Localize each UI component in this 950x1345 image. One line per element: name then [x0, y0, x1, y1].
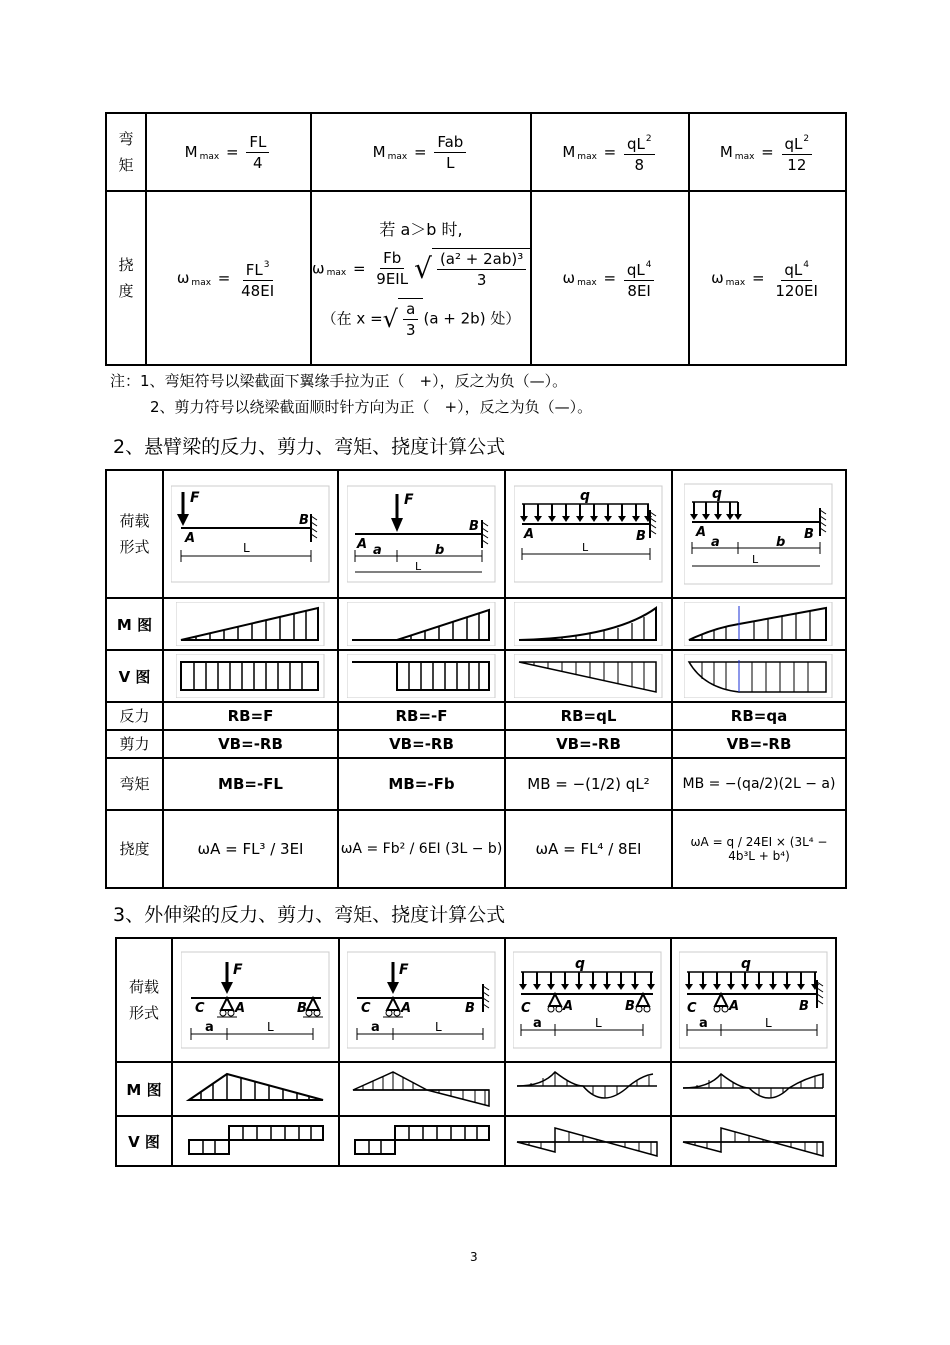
overhang-uniform-load-fixed-diagram [679, 950, 829, 1050]
svg-text:A: A [563, 999, 574, 1014]
v-diagram-partial-linear [684, 654, 834, 698]
m-diagram-triangle [176, 602, 326, 646]
deflection-2: ωA = Fb² / 6EI (3L − b) [338, 810, 505, 888]
overhang-load-1 [172, 938, 339, 1062]
cantilever-partial-uniform-load-diagram [684, 482, 834, 586]
svg-text:A: A [523, 527, 534, 542]
svg-text:a: a [204, 1020, 214, 1035]
overhang-m-diagram-2 [339, 1062, 505, 1116]
deflection-formula-2: 若 a＞b 时, ω $_{max}$ = $\frac{Fb}{\text{9EIL}}$ √ $\frac{\text{(a² + 2ab)³}}{3}$ （在 x = √ $\frac{a}{3}$ (a + 2b) 处） [311, 191, 531, 365]
deflection-3: ωA = FL⁴ / 8EI [505, 810, 672, 888]
moment-1: MB=-FL [163, 758, 338, 810]
v-diagram-partial-rectangle [347, 654, 497, 698]
moment-formula-3: M $_{max}$ = $\frac{qL^2}{8}$ [531, 113, 689, 191]
svg-text:q: q [575, 956, 586, 972]
section3-heading: 3、外伸梁的反力、剪力、弯矩、挠度计算公式 [113, 904, 506, 926]
cantilever-uniform-load-diagram [514, 484, 664, 584]
page-number: 3 [470, 1250, 478, 1264]
overhang-point-load-fixed-diagram [347, 950, 497, 1050]
v-diagram-linear [514, 654, 664, 698]
shear-2: VB=-RB [338, 730, 505, 758]
svg-text:B: B [296, 1001, 307, 1016]
moment-formula-1: M $_{max}$ = $\frac{FL}{4}$ [146, 113, 311, 191]
overhang-load-3 [505, 938, 671, 1062]
svg-text:q: q [712, 486, 723, 502]
v-diagram-step-fixed [347, 1120, 497, 1162]
svg-text:A: A [696, 525, 707, 540]
svg-text:a: a [371, 1020, 380, 1035]
overhang-v-diagram-1 [172, 1116, 339, 1166]
row-label-m-diagram: M 图 [106, 598, 163, 650]
svg-text:L: L [581, 541, 588, 554]
deflection-1: ωA = FL³ / 3EI [163, 810, 338, 888]
m-diagram-curved-fixed [679, 1066, 829, 1112]
overhang-load-2 [339, 938, 505, 1062]
svg-text:B: B [798, 999, 809, 1014]
row-label-reaction: 反力 [106, 702, 163, 730]
svg-text:L: L [242, 541, 250, 555]
svg-text:C: C [686, 1001, 697, 1016]
svg-text:B: B [635, 529, 646, 544]
overhang-table [115, 937, 837, 1167]
cantilever-point-load-end-diagram [171, 484, 331, 584]
svg-text:a: a [698, 1016, 708, 1031]
cantilever-load-3 [505, 470, 672, 598]
row-label-m-diagram-3: M 图 [116, 1062, 172, 1116]
reaction-4: RB=qa [672, 702, 846, 730]
moment-2: MB=-Fb [338, 758, 505, 810]
v-diagram-step [181, 1120, 331, 1162]
svg-text:A: A [234, 1001, 245, 1016]
overhang-v-diagram-2 [339, 1116, 505, 1166]
cantilever-v-diagram-2 [338, 650, 505, 702]
note-line-2: 2、剪力符号以绕梁截面顺时针方向为正（ +），反之为负（—）。 [150, 398, 593, 416]
row-label-moment-2: 弯矩 [106, 758, 163, 810]
svg-text:F: F [403, 492, 414, 508]
svg-text:F: F [232, 962, 243, 978]
v-diagram-sloped-fixed [679, 1120, 829, 1162]
svg-text:F: F [399, 962, 409, 978]
moment-formula-4: M $_{max}$ = $\frac{qL^2}{12}$ [689, 113, 846, 191]
moment-3: MB = −(1/2) qL² [505, 758, 672, 810]
reaction-3: RB=qL [505, 702, 672, 730]
svg-text:b: b [776, 535, 786, 550]
formula-table-top [105, 112, 847, 366]
row-label-shear: 剪力 [106, 730, 163, 758]
svg-text:L: L [414, 560, 421, 573]
m-diagram-triangle-peak [181, 1066, 331, 1112]
svg-text:L: L [752, 553, 759, 566]
m-diagram-partial-triangle [347, 602, 497, 646]
svg-text:C: C [521, 1001, 531, 1016]
row-label-deflection: 挠 度 [106, 191, 146, 365]
svg-text:F: F [189, 490, 200, 506]
overhang-m-diagram-1 [172, 1062, 339, 1116]
deflection-formula-3: ω $_{max}$ = $\frac{qL^4}{8EI}$ [531, 191, 689, 365]
overhang-m-diagram-4 [671, 1062, 836, 1116]
overhang-m-diagram-3 [505, 1062, 671, 1116]
svg-text:L: L [435, 1020, 442, 1034]
note-line-1: 注：1、弯矩符号以梁截面下翼缘手拉为正（ +），反之为负（—）。 [110, 372, 568, 390]
cantilever-v-diagram-4 [672, 650, 846, 702]
moment-formula-2: M $_{max}$ = $\frac{\text{Fab}}{L}$ [311, 113, 531, 191]
overhang-uniform-load-simple-diagram [513, 950, 663, 1050]
svg-text:C: C [361, 1001, 371, 1016]
deflection-formula-4: ω $_{max}$ = $\frac{qL^4}{120EI}$ [689, 191, 846, 365]
svg-text:a: a [533, 1016, 542, 1031]
shear-4: VB=-RB [672, 730, 846, 758]
cantilever-load-1 [163, 470, 338, 598]
svg-text:A: A [401, 1001, 412, 1016]
overhang-v-diagram-4 [671, 1116, 836, 1166]
svg-text:q: q [579, 488, 590, 504]
row-label-deflection-2: 挠度 [106, 810, 163, 888]
row-label-moment: 弯 矩 [106, 113, 146, 191]
shear-3: VB=-RB [505, 730, 672, 758]
m-diagram-parabola [514, 602, 664, 646]
cantilever-m-diagram-2 [338, 598, 505, 650]
cantilever-m-diagram-3 [505, 598, 672, 650]
m-diagram-sign-change [347, 1066, 497, 1112]
row-label-v-diagram: V 图 [106, 650, 163, 702]
svg-text:q: q [740, 956, 751, 972]
row-label-load-3: 荷载 形式 [116, 938, 172, 1062]
cantilever-v-diagram-3 [505, 650, 672, 702]
row-label-v-diagram-3: V 图 [116, 1116, 172, 1166]
svg-text:L: L [595, 1016, 602, 1030]
svg-text:B: B [298, 513, 309, 528]
svg-text:L: L [764, 1016, 772, 1030]
svg-text:b: b [434, 543, 444, 558]
cantilever-v-diagram-1 [163, 650, 338, 702]
reaction-1: RB=F [163, 702, 338, 730]
deflection-4: ωA = q / 24EI × (3L⁴ − 4b³L + b⁴) [672, 810, 846, 888]
svg-text:B: B [465, 1001, 475, 1016]
svg-text:A: A [356, 537, 367, 552]
cantilever-point-load-mid-diagram [347, 484, 497, 584]
overhang-load-4 [671, 938, 836, 1062]
svg-text:B: B [625, 999, 635, 1014]
cantilever-m-diagram-1 [163, 598, 338, 650]
svg-text:L: L [266, 1020, 274, 1034]
m-diagram-curved-simple [513, 1066, 663, 1112]
overhang-v-diagram-3 [505, 1116, 671, 1166]
v-diagram-rectangle [176, 654, 326, 698]
cantilever-load-2 [338, 470, 505, 598]
section2-heading: 2、悬臂梁的反力、剪力、弯矩、挠度计算公式 [113, 436, 506, 458]
svg-text:a: a [372, 543, 382, 558]
reaction-2: RB=-F [338, 702, 505, 730]
svg-text:A: A [728, 999, 739, 1014]
cantilever-m-diagram-4 [672, 598, 846, 650]
moment-4: MB = −(qa/2)(2L − a) [672, 758, 846, 810]
deflection-formula-1: ω $_{max}$ = $\frac{FL^3}{48EI}$ [146, 191, 311, 365]
row-label-load: 荷载 形式 [106, 470, 163, 598]
shear-1: VB=-RB [163, 730, 338, 758]
cantilever-load-4 [672, 470, 846, 598]
svg-text:B: B [468, 519, 479, 534]
v-diagram-sloped-simple [513, 1120, 663, 1162]
svg-text:C: C [194, 1001, 205, 1016]
cantilever-table [105, 469, 847, 889]
svg-text:A: A [184, 531, 195, 546]
svg-text:B: B [804, 527, 814, 542]
m-diagram-partial-parabola [684, 602, 834, 646]
svg-text:a: a [711, 535, 720, 550]
overhang-point-load-simple-diagram [181, 950, 331, 1050]
